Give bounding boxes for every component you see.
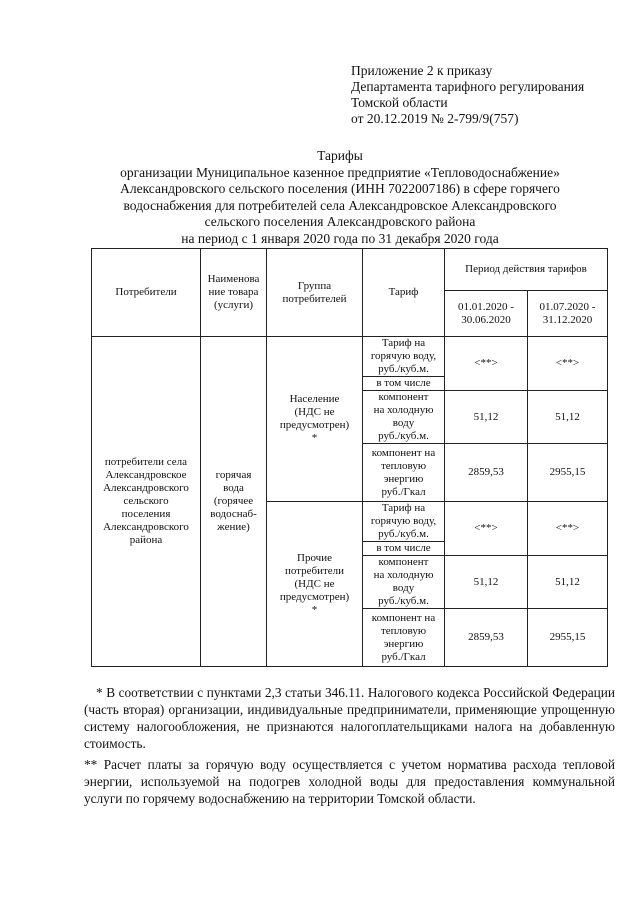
tariff-label: в том числе	[363, 542, 445, 556]
title-line: водоснабжения для потребителей села Александровское Александровского	[123, 197, 557, 213]
appendix-line: от 20.12.2019 № 2-799/9(757)	[351, 111, 519, 126]
tariff-value: 51,12	[528, 391, 608, 444]
footnote-tax: * В соответствии с пунктами 2,3 статьи 346.11. Налогового кодекса Российской Федерации (часть вторая) организации, индивидуальные предприниматели, применяющие упрощенную систему налогообложения, не признаются налогоплательщиками налога на добавленную стоимость.	[84, 685, 615, 751]
header-period: Период действия тарифов	[445, 249, 608, 291]
tariff-value: 2859,53	[445, 444, 528, 502]
tariff-label: Тариф на горячую воду, руб./куб.м.	[363, 502, 445, 542]
tariff-label: Тариф на горячую воду, руб./куб.м.	[363, 337, 445, 377]
title-line: Тарифы	[317, 148, 363, 163]
document-title	[90, 148, 590, 247]
header-product: Наименова ние товара (услуги)	[201, 249, 267, 337]
appendix-header	[351, 63, 584, 127]
tariff-label: компонент на холодную воду руб./куб.м.	[363, 556, 445, 609]
tariff-value: 2859,53	[445, 609, 528, 667]
appendix-line: Томской области	[351, 95, 448, 110]
tariff-value: 51,12	[445, 556, 528, 609]
consumer-cell: потребители села Александровское Александровского сельского поселения Александровского района	[92, 337, 201, 667]
title-line: Александровского сельского поселения (ИНН 7022007186) в сфере горячего	[120, 181, 560, 196]
title-line: на период с 1 января 2020 года по 31 декабря 2020 года	[181, 230, 499, 246]
tariff-value: <**>	[445, 337, 528, 391]
tariff-value: 2955,15	[528, 444, 608, 502]
header-period-2: 01.07.2020 - 31.12.2020	[528, 291, 608, 337]
tariff-label: компонент на тепловую энергию руб./Гкал	[363, 609, 445, 667]
group-population: Население (НДС не предусмотрен) *	[267, 337, 363, 502]
tariff-label: компонент на холодную воду руб./куб.м.	[363, 391, 445, 444]
tariff-value: 51,12	[528, 556, 608, 609]
header-group: Группа потребителей	[267, 249, 363, 337]
product-cell: горячая вода (горячее водоснаб- жение)	[201, 337, 267, 667]
tariff-label: в том числе	[363, 377, 445, 391]
tariff-value: 51,12	[445, 391, 528, 444]
title-line: организации Муниципальное казенное предприятие «Тепловодоснабжение»	[120, 164, 560, 180]
group-other: Прочие потребители (НДС не предусмотрен) *	[267, 502, 363, 667]
tariff-value: <**>	[528, 337, 608, 391]
appendix-line: Департамента тарифного регулирования	[351, 79, 585, 94]
tariff-table	[91, 248, 608, 667]
appendix-line: Приложение 2 к приказу	[351, 63, 493, 78]
tariff-value: <**>	[528, 502, 608, 556]
header-period-1: 01.01.2020 - 30.06.2020	[445, 291, 528, 337]
tariff-value: <**>	[445, 502, 528, 556]
tariff-label: компонент на тепловую энергию руб./Гкал	[363, 444, 445, 502]
footnote-calculation: ** Расчет платы за горячую воду осуществляется с учетом норматива расхода тепловой энергии, используемой на подогрев холодной воды для предоставления коммунальной услуги по горячему водоснабжению на территории Томской области.	[84, 757, 615, 806]
header-tariff: Тариф	[363, 249, 445, 337]
header-consumers: Потребители	[92, 249, 201, 337]
title-line: сельского поселения Александровского района	[204, 214, 476, 229]
tariff-value: 2955,15	[528, 609, 608, 667]
